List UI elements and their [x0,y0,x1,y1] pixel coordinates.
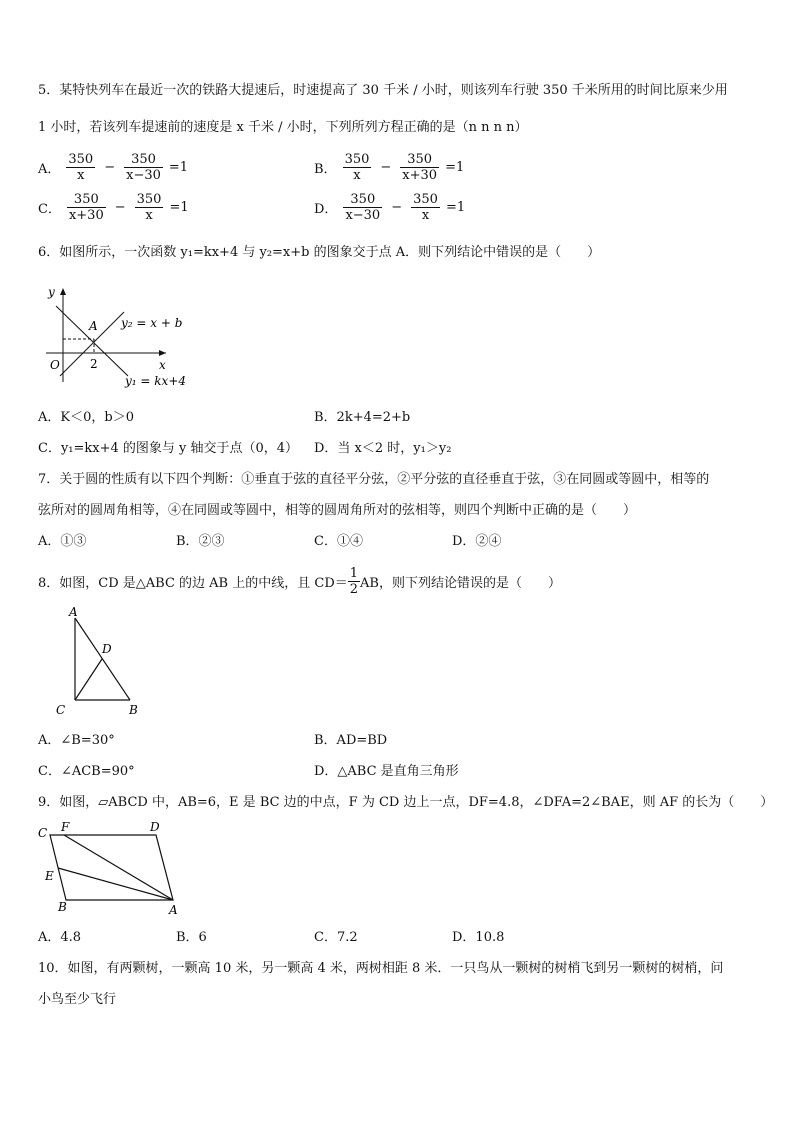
q7-option-c[interactable]: C．①④ [314,534,363,549]
q9-option-a[interactable]: A．4.8 [38,930,82,945]
q10-stem-line1: 10．如图，有两颗树，一颗高 10 米，另一颗高 4 米，两树相距 8 米．一只鸟从一颗树的树梢飞到另一颗树的树梢，问 [38,961,724,976]
option-label: A． [38,162,61,177]
fraction: $\frac{350}{x-30}$ [345,192,381,223]
vertex-c-label: C [56,703,66,717]
q9-option-d[interactable]: D．10.8 [452,930,505,945]
q6-option-a[interactable]: A．K＜0，b＞0 [38,410,134,425]
q7-stem-line2: 弦所对的圆周角相等，④在同圆或等圆中，相等的圆周角所对的弦相等，则四个判断中正确的是（ ） [38,503,637,518]
option-label: D． [314,202,338,217]
x-axis-arrow [159,350,166,356]
line-y1-label: y₁ = kx+4 [125,374,187,388]
segment-ae [58,868,173,900]
q9-parallelogram-figure [36,818,186,918]
q8-option-d[interactable]: D．△ABC 是直角三角形 [314,764,459,779]
option-label: B． [314,162,337,177]
q7-option-a[interactable]: A．①③ [38,534,87,549]
q5-option-a[interactable]: A． $\frac{350}{x}$ − $\frac{350}{x-30}$ =1 [38,152,189,183]
x-axis-label: x [159,358,166,372]
q5-stem-line1: 5．某特快列车在最近一次的铁路大提速后，时速提高了 30 千米 / 小时，则该列车行驶 350 千米所用的时间比原来少用 [38,83,728,98]
q8-option-a[interactable]: A．∠B=30° [38,733,115,748]
fraction-one-half: $\frac{1}{2}$ [349,566,359,597]
q5-option-c[interactable]: C． $\frac{350}{x+30}$ − $\frac{350}{x}$ =1 [38,192,189,223]
q7-option-b[interactable]: B．②③ [176,534,225,549]
parallelogram-abcd [50,835,173,900]
q8-stem: 8．如图，CD 是△ABC 的边 AB 上的中线，且 CD＝ $\frac{1}{2}$ AB，则下列结论错误的是（ ） [38,566,561,597]
y-axis-label: y [48,285,55,299]
q8-option-b[interactable]: B．AD=BD [314,733,388,748]
point-d-label: D [102,642,112,656]
q6-option-d[interactable]: D．当 x＜2 时，y₁＞y₂ [314,441,452,456]
segment-af [64,835,173,900]
vertex-c-label: C [38,826,48,840]
point-f-label: F [61,820,70,834]
q8-option-c[interactable]: C．∠ACB=90° [38,764,135,779]
y-axis-arrow [60,288,66,295]
vertex-a-label: A [169,903,178,917]
q7-option-d[interactable]: D．②④ [452,534,502,549]
q5-option-d[interactable]: D． $\frac{350}{x-30}$ − $\frac{350}{x}$ =1 [314,192,466,223]
median-cd [75,659,102,700]
q5-option-b[interactable]: B． $\frac{350}{x}$ − $\frac{350}{x+30}$ =1 [314,152,465,183]
point-a-label: A [89,319,98,333]
vertex-b-label: B [129,703,138,717]
q6-option-c[interactable]: C．y₁=kx+4 的图象与 y 轴交于点（0，4） [38,441,299,456]
fraction: $\frac{350}{x+30}$ [68,192,104,223]
q6-stem: 6．如图所示，一次函数 y₁=kx+4 与 y₂=x+b 的图象交于点 A．则下列结论中错误的是（ ） [38,245,601,260]
q5-stem-line2: 1 小时，若该列车提速前的速度是 x 千米 / 小时，下列所列方程正确的是（n n n n） [38,120,528,135]
vertex-a-label: A [69,605,78,619]
fraction: $\frac{350}{x}$ [413,192,438,223]
point-e-label: E [45,869,54,883]
q9-stem: 9．如图，▱ABCD 中，AB=6，E 是 BC 边的中点，F 为 CD 边上一点，DF=4.8，∠DFA=2∠BAE，则 AF 的长为（ ） [38,795,774,810]
q7-stem-line1: 7．关于圆的性质有以下四个判断：①垂直于弦的直径平分弦，②平分弦的直径垂直于弦，③在同圆或等圆中，相等的 [38,472,710,487]
tick-two-label: 2 [90,357,98,371]
fraction: $\frac{350}{x}$ [344,152,370,183]
q8-triangle-figure [48,604,148,722]
q6-graph-figure [38,282,208,394]
q10-stem-line2: 小鸟至少飞行 [38,992,117,1007]
line-y2-label: y₂ = x + b [121,316,183,330]
option-label: C． [38,202,61,217]
fraction: $\frac{350}{x-30}$ [126,152,161,183]
q9-option-b[interactable]: B．6 [176,930,207,945]
fraction: $\frac{350}{x}$ [68,152,94,183]
q9-option-c[interactable]: C．7.2 [314,930,358,945]
fraction: $\frac{350}{x+30}$ [402,152,438,183]
fraction: $\frac{350}{x}$ [136,192,162,223]
q6-option-b[interactable]: B．2k+4=2+b [314,410,411,425]
origin-label: O [50,358,60,372]
vertex-d-label: D [150,820,160,834]
vertex-b-label: B [58,900,67,914]
